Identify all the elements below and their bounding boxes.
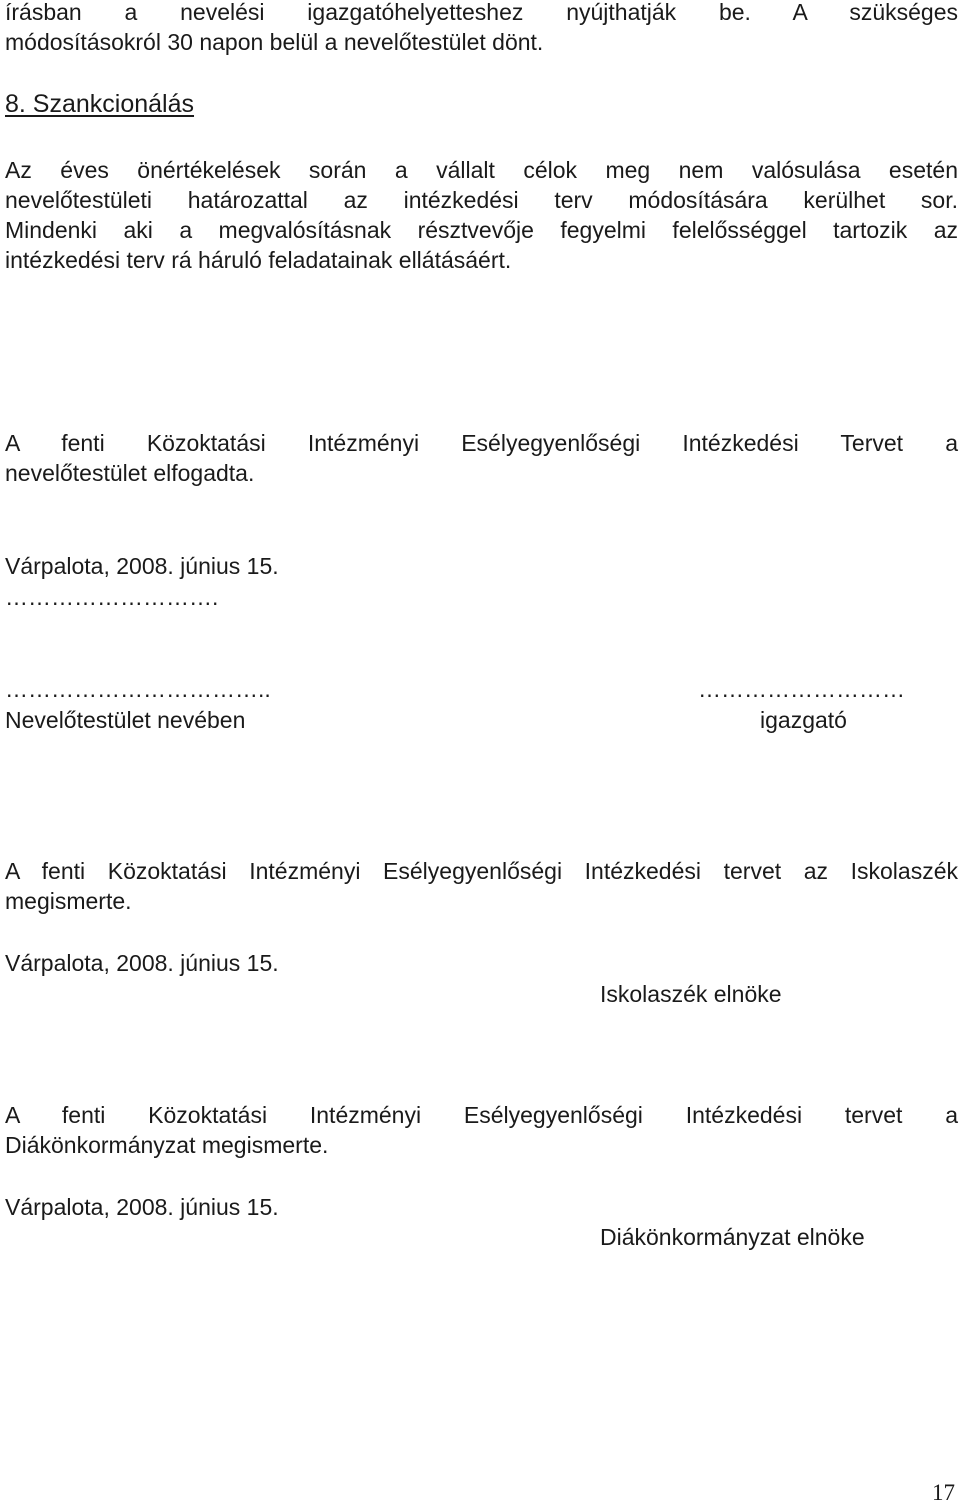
students-approval-paragraph [5,1100,958,1160]
staff-place-date: Várpalota, 2008. június 15. [5,553,279,579]
staff-signature-dots-top: ………………………. [5,584,219,610]
board-place-date: Várpalota, 2008. június 15. [5,950,279,976]
section-heading: 8. Szankcionálás [5,90,195,118]
board-approval-line-1: A fenti Közoktatási Intézményi Esélyegyenlőségi Intézkedési tervet az Iskolaszék [5,858,958,884]
section-line-4: intézkedési terv rá háruló feladatainak ellátásáért. [5,247,512,273]
section-line-3: Mindenki aki a megvalósításnak résztvevője fegyelmi felelősséggel tartozik az [5,217,958,243]
staff-signature-left-label: Nevelőtestület nevében [5,707,246,733]
section-paragraph [5,155,958,275]
students-signature-label: Diákönkormányzat elnöke [600,1224,865,1250]
staff-approval-line-2: nevelőtestület elfogadta. [5,460,255,486]
staff-signature-right-label: igazgató [760,707,847,733]
staff-signature-dots-left: …………………………….. [5,676,271,702]
staff-signature-dots-right: ……………………… [698,676,905,702]
intro-line-1: írásban a nevelési igazgatóhelyetteshez nyújthatják be. A szükséges [5,0,958,25]
intro-line-2: módosításokról 30 napon belül a nevelőtestület dönt. [5,29,544,55]
intro-paragraph [5,0,958,57]
staff-approval-paragraph [5,428,958,488]
students-place-date: Várpalota, 2008. június 15. [5,1194,279,1220]
section-line-1: Az éves önértékelések során a vállalt célok meg nem valósulása esetén [5,157,958,183]
section-line-2: nevelőtestületi határozattal az intézkedési terv módosítására kerülhet sor. [5,187,958,213]
students-approval-line-1: A fenti Közoktatási Intézményi Esélyegyenlőségi Intézkedési tervet a [5,1102,958,1128]
staff-approval-line-1: A fenti Közoktatási Intézményi Esélyegyenlőségi Intézkedési Tervet a [5,430,958,456]
page-number: 17 [932,1480,955,1505]
board-approval-line-2: megismerte. [5,888,132,914]
board-approval-paragraph [5,856,958,916]
board-signature-label: Iskolaszék elnöke [600,981,782,1007]
students-approval-line-2: Diákönkormányzat megismerte. [5,1132,329,1158]
